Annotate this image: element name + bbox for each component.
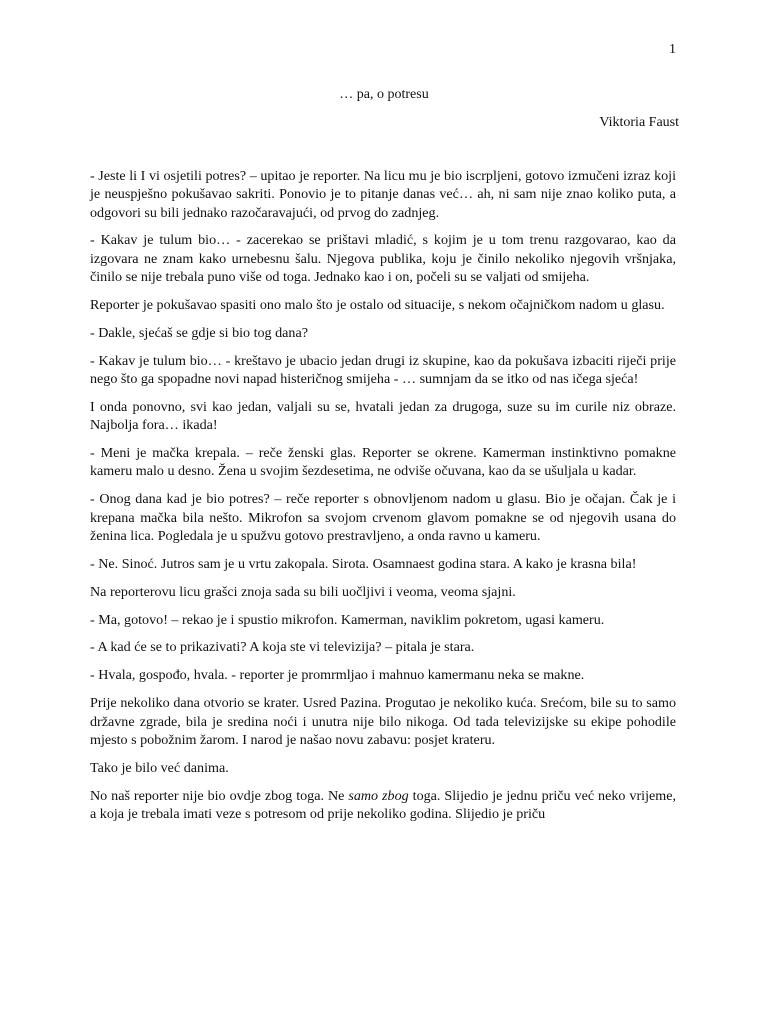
page-number: 1 bbox=[669, 42, 676, 57]
paragraph-text: No naš reporter nije bio ovdje zbog toga. Ne bbox=[90, 787, 349, 804]
paragraph: - Ne. Sinoć. Jutros sam je u vrtu zakopala. Sirota. Osamnaest godina stara. A kako je krasna bila! bbox=[90, 555, 637, 572]
paragraph: Prije nekoliko dana otvorio se krater. Usred Pazina. Progutao je nekoliko kuća. Srećom, bile su to samo državne zgrade, bila je sredina noći i unutra nije bilo nikoga. Od tada televizijske su ekipe pohodile mjesto s pobožnim žarom. I narod je našao novu zabavu: posjet krateru. bbox=[90, 695, 676, 748]
paragraph: - Kakav je tulum bio… - kreštavo je ubacio jedan drugi iz skupine, kao da pokušava izbaciti riječi prije nego što ga spopadne novi napad histeričnog smijeha - … sumnjam da se itko od nas ičega sjeća! bbox=[90, 352, 676, 388]
paragraph: - Kakav je tulum bio… - zacerekao se prištavi mladić, s kojim je u tom trenu razgovarao, kao da izgovara ne znam kako urnebesnu šalu. Njegova publika, koju je činilo nekoliko njegovih vršnjaka, činilo se nije trebala puno više od toga. Jednako kao i on, počeli su se valjati od smijeha. bbox=[90, 232, 676, 286]
paragraph: Na reporterovu licu grašci znoja sada su bili uočljivi i veoma, veoma sjajni. bbox=[90, 583, 516, 600]
paragraph: - Hvala, gospođo, hvala. - reporter je promrmljao i mahnuo kamermanu neka se makne. bbox=[90, 667, 585, 684]
paragraph: - Jeste li I vi osjetili potres? – upitao je reporter. Na licu mu je bio iscrpljeni, gotovo izmučeni izraz koji je neuspješno pokušavao sakriti. Ponovio je to pitanje danas već… ah, ni sam nije znao koliko puta, a odgovori su bili jednako razočaravajući, od prvog do zadnjeg. bbox=[90, 168, 676, 221]
paragraph: Reporter je pokušavao spasiti ono malo što je ostalo od situacije, s nekom očajničkom nadom u glasu. bbox=[90, 296, 665, 313]
paragraph: I onda ponovno, svi kao jedan, valjali su se, hvatali jedan za drugoga, suze su im curile niz obraze. Najbolja fora… ikada! bbox=[90, 398, 676, 434]
paragraph: - Dakle, sjećaš se gdje si bio tog dana? bbox=[90, 324, 308, 341]
body-text bbox=[90, 167, 676, 833]
document-title: … pa, o potresu bbox=[339, 87, 429, 102]
paragraph: - Onog dana kad je bio potres? – reče reporter s obnovljenom nadom u glasu. Bio je očajan. Čak je i krepana mačka bila nešto. Mikrofon sa svojom crvenom glavom pomakne se od njegovih usana do ženina lica. Pogledala je u spužvu gotovo prestravljeno, a onda ravno u kameru. bbox=[90, 491, 676, 544]
document-author: Viktoria Faust bbox=[599, 115, 679, 130]
paragraph-text: toga. Slijedio je jednu priču već neko vrijeme, a koja je trebala imati veze s potresom od prije nekoliko godina. Slijedio je priču bbox=[90, 787, 676, 822]
emphasized-text: samo zbog bbox=[348, 787, 409, 804]
paragraph-last bbox=[90, 787, 676, 824]
paragraph: - Ma, gotovo! – rekao je i spustio mikrofon. Kamerman, naviklim pokretom, ugasi kameru. bbox=[90, 611, 605, 628]
paragraph: - A kad će se to prikazivati? A koja ste vi televizija? – pitala je stara. bbox=[90, 639, 475, 656]
paragraph: Tako je bilo već danima. bbox=[90, 759, 229, 776]
paragraph: - Meni je mačka krepala. – reče ženski glas. Reporter se okrene. Kamerman instinktivno pomakne kameru malo u desno. Žena u svojim šezdesetima, ne odviše očuvana, kao da se ušuljala u kadar. bbox=[90, 445, 676, 480]
